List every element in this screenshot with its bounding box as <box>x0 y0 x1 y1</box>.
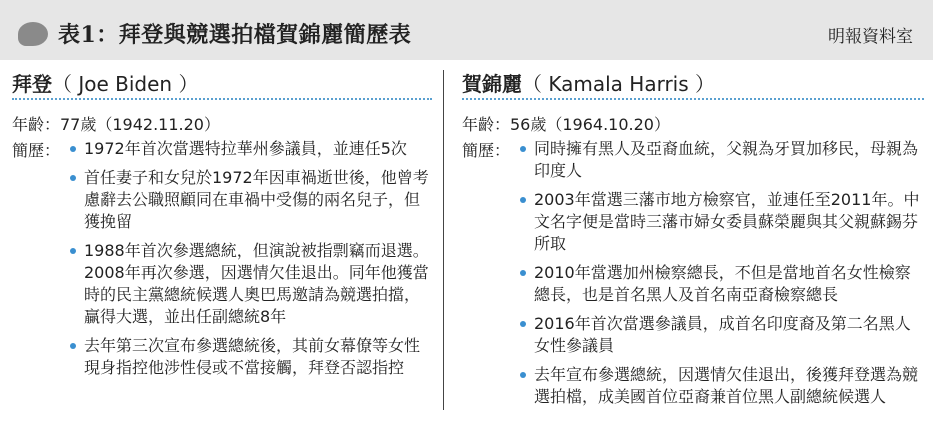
list-item: 2016年首次當選參議員，成首名印度裔及第二名黑人女性參議員 <box>518 313 924 357</box>
biden-name <box>12 68 198 97</box>
bullet-icon <box>520 321 526 327</box>
list-item: 去年第三次宣布參選總統後，其前女幕僚等女性現身指控他涉性侵或不當接觸，拜登否認指控 <box>68 335 434 379</box>
list-item: 1988年首次參選總統，但演說被指剽竊而退選。2008年再次參選，因選情欠佳退出。同年他獲當時的民主黨總統候選人奧巴馬邀請為競選拍擋，贏得大選，並出任副總統8年 <box>68 240 434 328</box>
harris-name-en: （ Kamala Harris ） <box>522 72 716 96</box>
dotted-rule <box>12 98 432 100</box>
bullet-icon <box>520 197 526 203</box>
dotted-rule <box>462 98 924 100</box>
harris-age: 年齡：56歲（1964.10.20） <box>462 115 670 134</box>
column-divider <box>443 70 444 410</box>
bullet-icon <box>70 343 76 349</box>
source-credit: 明報資料室 <box>828 27 913 47</box>
biden-age: 年齡：77歲（1942.11.20） <box>12 115 220 134</box>
table-header <box>0 0 933 60</box>
harris-resume-label: 簡歷： <box>462 141 511 160</box>
list-item: 同時擁有黑人及亞裔血統，父親為牙買加移民，母親為印度人 <box>518 138 924 182</box>
harris-resume-list <box>518 138 924 415</box>
speech-bubble-icon <box>18 22 48 46</box>
list-item: 1972年首次當選特拉華州參議員，並連任5次 <box>68 138 434 160</box>
bullet-icon <box>520 270 526 276</box>
bullet-icon <box>70 175 76 181</box>
biden-resume-label: 簡歷： <box>12 141 61 160</box>
harris-name-cn: 賀錦麗 <box>462 72 522 96</box>
list-item: 2003年當選三藩市地方檢察官，並連任至2011年。中文名字便是當時三藩市婦女委員蘇榮麗與其父親蘇錫芬所取 <box>518 189 924 255</box>
biden-name-cn: 拜登 <box>12 72 52 96</box>
list-item: 首任妻子和女兒於1972年因車禍逝世後，他曾考慮辭去公職照顧同在車禍中受傷的兩名兒子，但獲挽留 <box>68 167 434 233</box>
bullet-icon <box>70 248 76 254</box>
biden-name-en: （ Joe Biden ） <box>52 72 199 96</box>
list-item: 2010年當選加州檢察總長，不但是當地首名女性檢察總長，也是首名黑人及首名南亞裔檢察總長 <box>518 262 924 306</box>
list-item: 去年宣布參選總統，因選情欠佳退出，後獲拜登選為競選拍檔，成美國首位亞裔兼首位黑人副總統候選人 <box>518 364 924 408</box>
table-title: 表1：拜登與競選拍檔賀錦麗簡歷表 <box>58 22 412 48</box>
harris-name <box>462 68 715 97</box>
bullet-icon <box>520 146 526 152</box>
biden-resume-list <box>68 138 434 386</box>
bullet-icon <box>520 372 526 378</box>
bullet-icon <box>70 146 76 152</box>
